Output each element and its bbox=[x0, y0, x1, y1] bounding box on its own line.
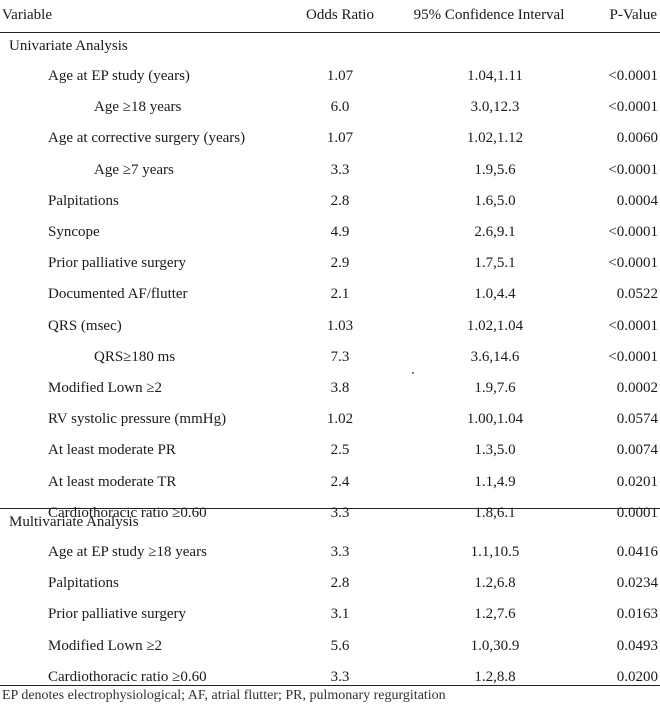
p-value-cell: 0.0002 bbox=[616, 380, 658, 396]
confidence-interval-cell: 1.02,1.12 bbox=[466, 130, 524, 147]
odds-ratio-cell: 1.07 bbox=[326, 68, 354, 84]
table-row bbox=[0, 67, 660, 89]
confidence-interval-cell: 1.9,7.6 bbox=[474, 380, 516, 396]
confidence-interval-cell: 1.6,5.0 bbox=[474, 192, 516, 209]
odds-ratio-cell: 2.4 bbox=[330, 473, 350, 490]
p-value-cell: 0.0004 bbox=[616, 192, 658, 209]
odds-ratio-cell: 1.03 bbox=[326, 317, 354, 334]
variable-cell: Syncope bbox=[48, 224, 100, 240]
p-value-cell: <0.0001 bbox=[608, 317, 658, 334]
confidence-interval-cell: 1.02,1.04 bbox=[466, 317, 524, 334]
odds-ratio-cell: 3.8 bbox=[330, 380, 350, 396]
odds-ratio-cell: 3.3 bbox=[330, 544, 350, 560]
p-value-cell: 0.0001 bbox=[616, 504, 658, 521]
variable-cell: Modified Lown ≥2 bbox=[48, 380, 163, 396]
section-rule bbox=[0, 508, 660, 509]
confidence-interval-cell: 1.04,1.11 bbox=[467, 68, 523, 84]
variable-cell: Cardiothoracic ratio ≥0.60 bbox=[48, 504, 207, 521]
variable-cell: QRS≥180 ms bbox=[94, 348, 176, 365]
confidence-interval-cell: 1.7,5.1 bbox=[474, 255, 516, 272]
odds-ratio-cell: 7.3 bbox=[330, 348, 350, 365]
p-value-cell: 0.0060 bbox=[616, 130, 658, 147]
odds-ratio-cell: 3.3 bbox=[330, 161, 350, 178]
p-value-cell: 0.0163 bbox=[616, 606, 658, 623]
table-row bbox=[0, 161, 660, 183]
table-row bbox=[0, 410, 660, 432]
p-value-cell: 0.0522 bbox=[616, 286, 658, 303]
p-value-cell: 0.0074 bbox=[616, 442, 658, 459]
odds-ratio-cell: 2.9 bbox=[330, 255, 350, 272]
table-row bbox=[0, 98, 660, 120]
odds-ratio-cell: 3.3 bbox=[330, 668, 350, 685]
section-title: Univariate Analysis bbox=[9, 38, 128, 54]
p-value-cell: <0.0001 bbox=[608, 68, 658, 84]
header-p-value: P-Value bbox=[609, 7, 657, 23]
header-rule bbox=[0, 32, 660, 33]
p-value-cell: <0.0001 bbox=[608, 255, 658, 272]
footnote: EP denotes electrophysiological; AF, atrial flutter; PR, pulmonary regurgitation bbox=[2, 688, 446, 703]
table-row bbox=[0, 441, 660, 463]
confidence-interval-cell: 1.8,6.1 bbox=[474, 504, 516, 521]
odds-ratio-cell: 2.1 bbox=[330, 286, 350, 303]
odds-ratio-cell: 2.8 bbox=[330, 575, 350, 592]
header-confidence-interval: 95% Confidence Interval bbox=[413, 7, 565, 23]
confidence-interval-cell: 1.9,5.6 bbox=[474, 161, 516, 178]
p-value-cell: 0.0234 bbox=[616, 575, 658, 592]
table-row bbox=[0, 129, 660, 151]
variable-cell: Age ≥18 years bbox=[94, 99, 182, 116]
p-value-cell: <0.0001 bbox=[608, 99, 658, 116]
confidence-interval-cell: 1.0,4.4 bbox=[474, 286, 516, 303]
confidence-interval-cell: 1.2,6.8 bbox=[474, 575, 516, 592]
variable-cell: Palpitations bbox=[48, 575, 119, 592]
variable-cell: Age at EP study ≥18 years bbox=[48, 544, 207, 560]
p-value-cell: <0.0001 bbox=[608, 224, 658, 240]
confidence-interval-cell: 1.00,1.04 bbox=[466, 411, 524, 428]
p-value-cell: 0.0201 bbox=[616, 473, 658, 490]
odds-ratio-cell: 1.07 bbox=[326, 130, 354, 147]
table-row bbox=[0, 379, 660, 401]
header-odds-ratio: Odds Ratio bbox=[306, 7, 374, 23]
p-value-cell: 0.0574 bbox=[616, 411, 658, 428]
variable-cell: Age ≥7 years bbox=[94, 161, 174, 178]
table-row bbox=[0, 637, 660, 659]
table-row bbox=[0, 543, 660, 565]
confidence-interval-cell: 3.0,12.3 bbox=[470, 99, 520, 116]
confidence-interval-cell: 1.1,4.9 bbox=[474, 473, 516, 490]
variable-cell: Cardiothoracic ratio ≥0.60 bbox=[48, 668, 207, 685]
confidence-interval-cell: 1.1,10.5 bbox=[470, 544, 520, 560]
table-row bbox=[0, 348, 660, 370]
p-value-cell: <0.0001 bbox=[608, 161, 658, 178]
confidence-interval-cell: 3.6,14.6 bbox=[470, 348, 520, 365]
table-row bbox=[0, 668, 660, 690]
odds-ratio-cell: 2.5 bbox=[330, 442, 350, 459]
variable-cell: QRS (msec) bbox=[48, 317, 122, 334]
table-row bbox=[0, 223, 660, 245]
table-row bbox=[0, 254, 660, 276]
table-row bbox=[0, 574, 660, 596]
section-title: Multivariate Analysis bbox=[9, 514, 139, 530]
confidence-interval-cell: 1.2,8.8 bbox=[474, 668, 516, 685]
confidence-interval-cell: 1.3,5.0 bbox=[474, 442, 516, 459]
p-value-cell: 0.0416 bbox=[616, 544, 658, 560]
table-row bbox=[0, 192, 660, 214]
variable-cell: Modified Lown ≥2 bbox=[48, 637, 163, 654]
table-bottom-rule bbox=[0, 685, 660, 686]
header-variable: Variable bbox=[2, 7, 52, 23]
odds-ratio-cell: 1.02 bbox=[326, 411, 354, 428]
odds-ratio-cell: 3.1 bbox=[330, 606, 350, 623]
confidence-interval-cell: 1.2,7.6 bbox=[474, 606, 516, 623]
table-row bbox=[0, 473, 660, 495]
odds-ratio-cell: 3.3 bbox=[330, 504, 350, 521]
scan-speck bbox=[412, 372, 414, 374]
table-row bbox=[0, 605, 660, 627]
variable-cell: Documented AF/flutter bbox=[48, 286, 188, 303]
variable-cell: Prior palliative surgery bbox=[48, 606, 187, 623]
table-row bbox=[0, 285, 660, 307]
variable-cell: Palpitations bbox=[48, 192, 119, 209]
variable-cell: At least moderate PR bbox=[48, 442, 176, 459]
odds-ratio-cell: 6.0 bbox=[330, 99, 350, 116]
variable-cell: At least moderate TR bbox=[48, 473, 177, 490]
odds-ratio-cell: 5.6 bbox=[330, 637, 350, 654]
odds-ratio-cell: 2.8 bbox=[330, 192, 350, 209]
odds-ratio-cell: 4.9 bbox=[330, 224, 350, 240]
variable-cell: Prior palliative surgery bbox=[48, 255, 187, 272]
variable-cell: RV systolic pressure (mmHg) bbox=[48, 411, 227, 428]
variable-cell: Age at corrective surgery (years) bbox=[48, 130, 246, 147]
p-value-cell: <0.0001 bbox=[608, 348, 658, 365]
variable-cell: Age at EP study (years) bbox=[48, 68, 190, 84]
confidence-interval-cell: 2.6,9.1 bbox=[474, 224, 516, 240]
confidence-interval-cell: 1.0,30.9 bbox=[470, 637, 520, 654]
p-value-cell: 0.0200 bbox=[616, 668, 658, 685]
p-value-cell: 0.0493 bbox=[616, 637, 658, 654]
table-row bbox=[0, 317, 660, 339]
